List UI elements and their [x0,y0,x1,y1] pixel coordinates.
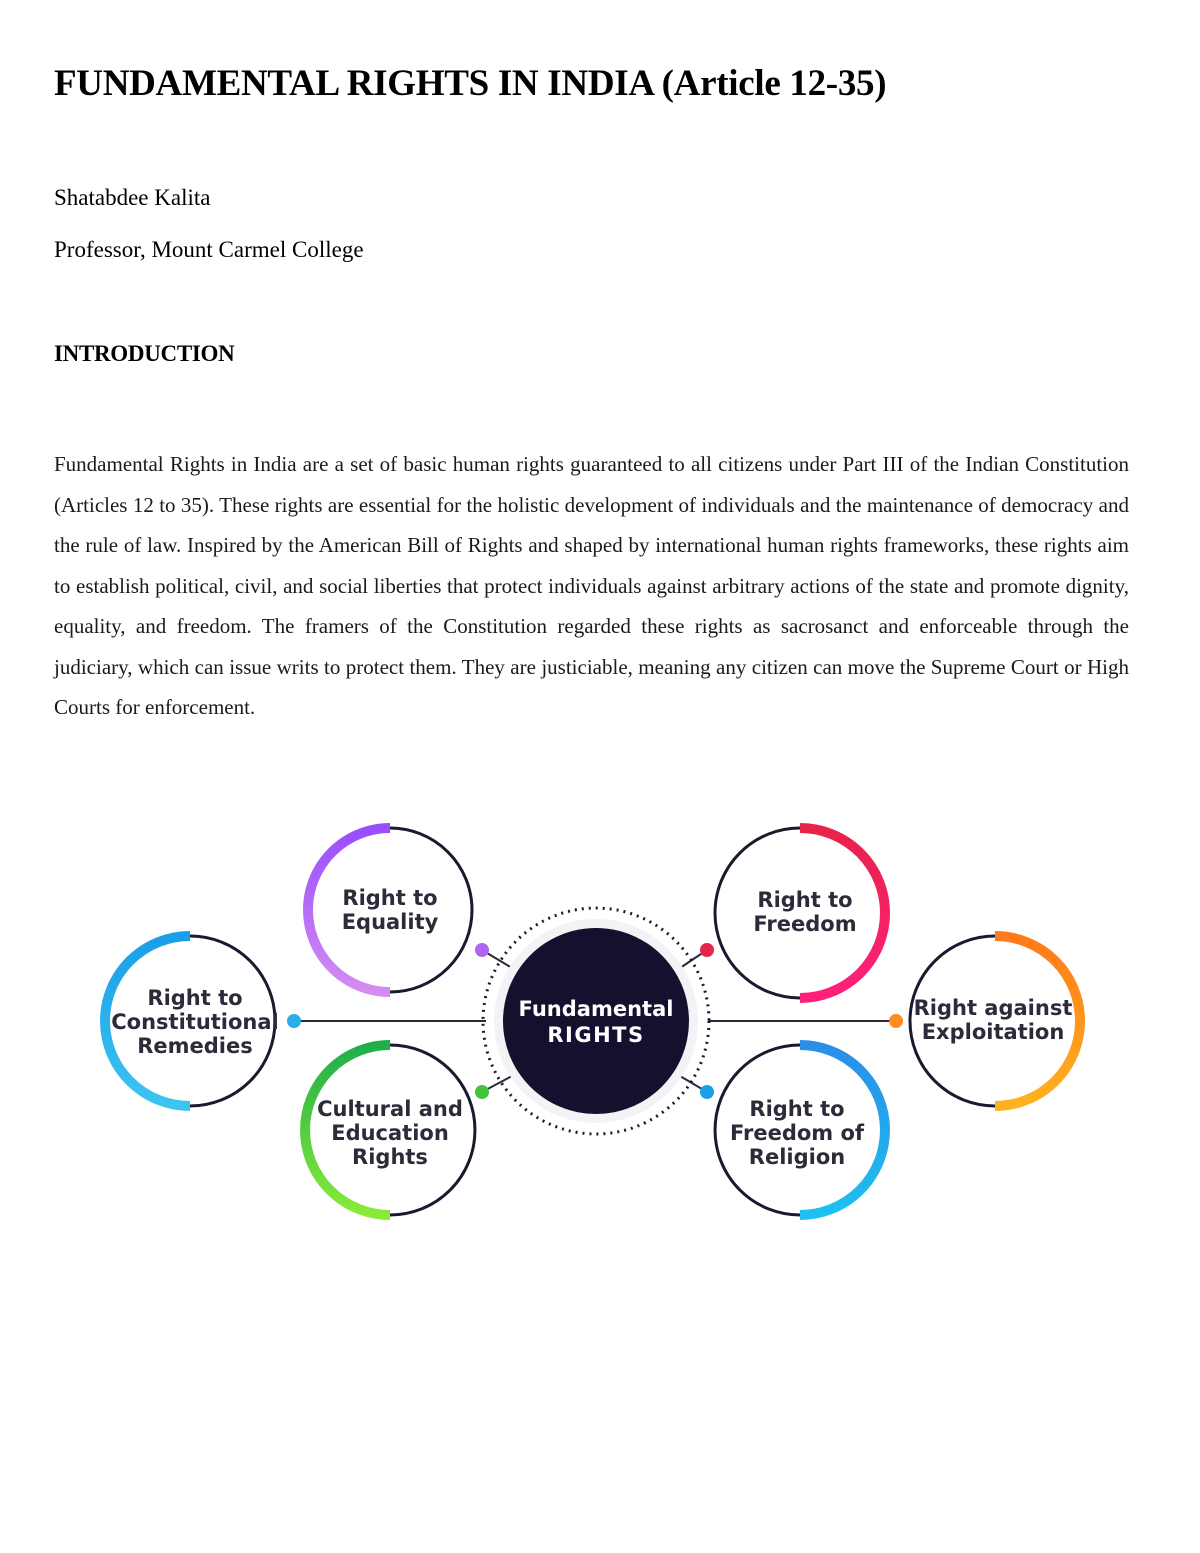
section-heading-introduction: INTRODUCTION [54,341,235,366]
freedom-label-line1: Right to [757,888,853,912]
document-title: FUNDAMENTAL RIGHTS IN INDIA (Article 12-35) [54,63,887,104]
exploitation-label-line2: Exploitation [921,1020,1065,1044]
center-label-line1: Fundamental [518,997,674,1021]
author-name: Shatabdee Kalita [54,185,211,210]
religion-label-line2: Freedom of [729,1121,865,1145]
author-affiliation: Professor, Mount Carmel College [54,237,364,262]
node-right-to-constitutional-remedies [105,936,301,1106]
node-right-to-freedom [700,828,885,998]
freedom-label-line2: Freedom [753,912,857,936]
center-disc [503,928,689,1114]
exploitation-label-line1: Right against [913,996,1073,1020]
remedies-label-line1: Right to [147,986,243,1010]
center-label-line2: RIGHTS [547,1023,645,1047]
introduction-paragraph: Fundamental Rights in India are a set of basic human rights guaranteed to all citizens under Part III of the Indian Constitution (Articles 12 to 35). These rights are essential for the holistic development of individuals and the maintenance of democracy and the rule of law. Inspired by the American Bill of Rights and shaped by international human rights frameworks, these rights aim to establish political, civil, and social liberties that protect individuals against arbitrary actions of the state and promote dignity, equality, and freedom. The framers of the Constitution regarded these rights as sacrosanct and enforceable through the judiciary, which can issue writs to protect them. They are justiciable, meaning any citizen can move the Supreme Court or High Courts for enforcement. [54,452,1129,719]
cultural-label-line1: Cultural and [317,1097,463,1121]
religion-label-line3: Religion [748,1145,846,1169]
cultural-label-line3: Rights [352,1145,428,1169]
node-right-to-equality [308,828,489,992]
node-right-to-freedom-of-religion [700,1045,885,1215]
remedies-label-line2: Constitutional [111,1010,279,1034]
equality-label-line2: Equality [341,910,439,934]
node-cultural-and-education-rights [305,1045,489,1215]
remedies-label-line3: Remedies [137,1034,253,1058]
center-node [483,908,709,1134]
equality-label-line1: Right to [342,886,438,910]
cultural-label-line2: Education [331,1121,449,1145]
fundamental-rights-diagram [0,800,1200,1240]
religion-label-line1: Right to [749,1097,845,1121]
node-right-against-exploitation [889,936,1080,1106]
